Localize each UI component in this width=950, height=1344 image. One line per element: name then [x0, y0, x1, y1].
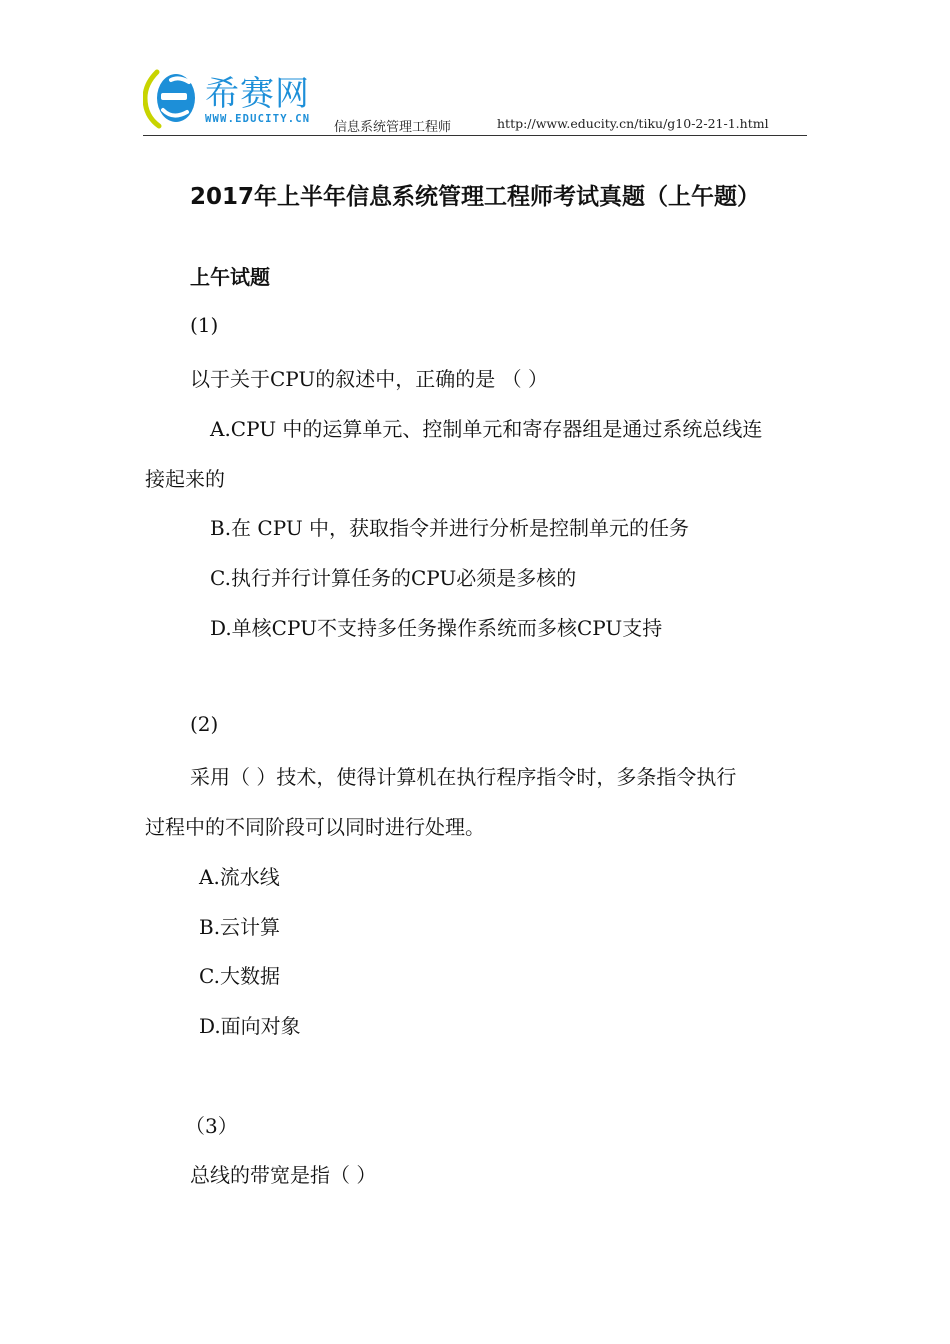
question-2-option-a: A.流水线 — [199, 865, 280, 889]
question-2-option-c: C.大数据 — [199, 964, 280, 988]
question-1-stem: 以于关于CPU的叙述中，正确的是 （ ） — [190, 367, 548, 391]
header-site-title: 信息系统管理工程师 — [334, 120, 452, 135]
question-2-option-d: D.面向对象 — [199, 1014, 301, 1038]
question-2-number: (2) — [190, 712, 219, 736]
educity-e-logo-icon — [143, 64, 201, 130]
page-header — [143, 62, 807, 138]
question-1-option-c: C.执行并行计算任务的CPU必须是多核的 — [210, 566, 577, 590]
header-url-link[interactable]: http://www.educity.cn/tiku/g10-2-21-1.html — [497, 116, 769, 131]
question-2-stem: 采用（ ）技术，使得计算机在执行程序指令时，多条指令执行 — [190, 765, 737, 789]
document-title: 2017年上半年信息系统管理工程师考试真题（上午题） — [189, 184, 760, 210]
educity-logo[interactable] — [143, 62, 343, 132]
question-2-stem-continued: 过程中的不同阶段可以同时进行处理。 — [145, 815, 485, 839]
question-1-option-a: A.CPU 中的运算单元、控制单元和寄存器组是通过系统总线连 — [210, 417, 763, 441]
question-3-number: （3） — [185, 1114, 238, 1138]
question-3-stem: 总线的带宽是指（ ） — [190, 1163, 377, 1187]
header-divider — [143, 135, 807, 136]
section-title: 上午试题 — [190, 265, 270, 289]
logo-english-text: WWW.EDUCITY.CN — [205, 113, 311, 125]
question-1-option-b: B.在 CPU 中，获取指令并进行分析是控制单元的任务 — [210, 516, 690, 540]
logo-chinese-text: 希赛网 — [205, 74, 310, 114]
question-2-option-b: B.云计算 — [199, 915, 281, 939]
question-1-option-a-continued: 接起来的 — [145, 467, 225, 491]
question-1-option-d: D.单核CPU不支持多任务操作系统而多核CPU支持 — [210, 616, 663, 640]
question-1-number: (1) — [190, 313, 219, 337]
